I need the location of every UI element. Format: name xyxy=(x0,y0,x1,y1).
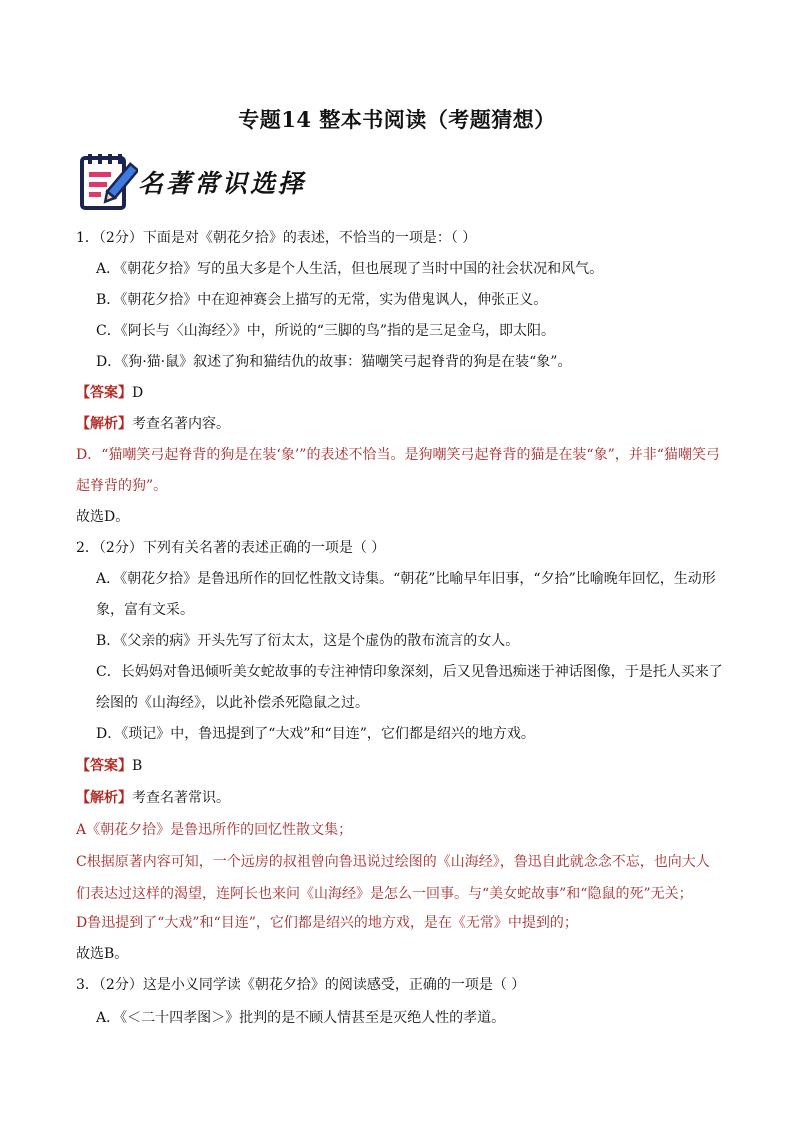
page-title: 专题14 整本书阅读（考题猜想） xyxy=(238,107,556,132)
q2-explanation-d: D鲁迅提到了“大戏”和“目连”，它们都是绍兴的地方戏，是在《无常》中提到的； xyxy=(76,915,578,931)
q2-explanation-a: A《朝花夕拾》是鲁迅所作的回忆性散文集； xyxy=(76,822,353,838)
analysis-label: 【解析】 xyxy=(76,790,132,806)
q2-option-c-line-1: C．长妈妈对鲁迅倾听美女蛇故事的专注神情印象深刻，后又见鲁迅痴迷于神话图像，于是托人买来了 xyxy=(96,664,723,680)
q1-answer xyxy=(76,383,143,403)
q2-option-b: B．《父亲的病》开头先写了衍太太，这是个虚伪的散布流言的女人。 xyxy=(96,633,520,649)
answer-label: 【答案】 xyxy=(76,758,132,774)
q2-option-d: D．《琐记》中，鲁迅提到了“大戏”和“目连”，它们都是绍兴的地方戏。 xyxy=(96,726,535,742)
q2-explanation-c-line-1: C根据原著内容可知，一个远房的叔祖曾向鲁迅说过绘图的《山海经》，鲁迅自此就念念不忘，也向大人 xyxy=(76,854,710,870)
q3-stem: 3．（2分）这是小义同学读《朝花夕拾》的阅读感受，正确的一项是（ ） xyxy=(76,977,526,993)
q1-analysis xyxy=(76,414,230,434)
notebook-pencil-icon xyxy=(76,150,138,212)
q2-answer xyxy=(76,756,142,776)
q2-explanation-c-line-2: 们表达过这样的渴望，连阿长也来问《山海经》是怎么一回事。与“美女蛇故事”和“隐鼠的死”无关； xyxy=(76,886,693,902)
banner-title: 名著常识选择 xyxy=(138,169,307,198)
q1-conclusion: 故选D。 xyxy=(76,509,130,525)
answer-value: D xyxy=(132,385,144,401)
q2-stem: 2．（2分）下列有关名著的表述正确的一项是（ ） xyxy=(76,540,386,556)
analysis-label: 【解析】 xyxy=(76,416,132,432)
q1-explanation-line-1: D．“猫嘲笑弓起脊背的狗是在装‘象’”的表述不恰当。是狗嘲笑弓起脊背的猫是在装“象”，并非“猫嘲笑弓 xyxy=(76,447,720,463)
q1-option-a: A．《朝花夕拾》写的虽大多是个人生活，但也展现了当时中国的社会状况和风气。 xyxy=(96,261,604,277)
q2-option-a-line-1: A．《朝花夕拾》是鲁迅所作的回忆性散文诗集。“朝花”比喻早年旧事，“夕拾”比喻晚年回忆，生动形 xyxy=(96,571,716,587)
q2-option-c-line-2: 绘图的《山海经》，以此补偿杀死隐鼠之过。 xyxy=(96,695,369,711)
q2-conclusion: 故选B。 xyxy=(76,946,129,962)
q2-option-a-line-2: 象，富有文采。 xyxy=(96,602,194,618)
answer-value: B xyxy=(132,758,143,774)
section-banner xyxy=(76,150,336,212)
q3-option-a: A．《＜二十四孝图＞》批判的是不顾人情甚至是灭绝人性的孝道。 xyxy=(96,1010,506,1026)
answer-label: 【答案】 xyxy=(76,385,132,401)
analysis-text: 考查名著内容。 xyxy=(132,416,230,432)
q1-stem: 1．（2分）下面是对《朝花夕拾》的表述，不恰当的一项是：（ ） xyxy=(76,230,477,246)
q1-option-c: C．《阿长与〈山海经〉》中，所说的“三脚的鸟”指的是三足金乌，即太阳。 xyxy=(96,323,556,339)
q1-explanation-line-2: 起脊背的狗”。 xyxy=(76,478,168,494)
q1-option-b: B．《朝花夕拾》中在迎神赛会上描写的无常，实为借鬼讽人，伸张正义。 xyxy=(96,292,548,308)
q1-option-d: D．《狗·猫·鼠》叙述了狗和猫结仇的故事：猫嘲笑弓起脊背的狗是在装“象”。 xyxy=(96,354,572,370)
q2-analysis xyxy=(76,788,230,808)
analysis-text: 考查名著常识。 xyxy=(132,790,230,806)
